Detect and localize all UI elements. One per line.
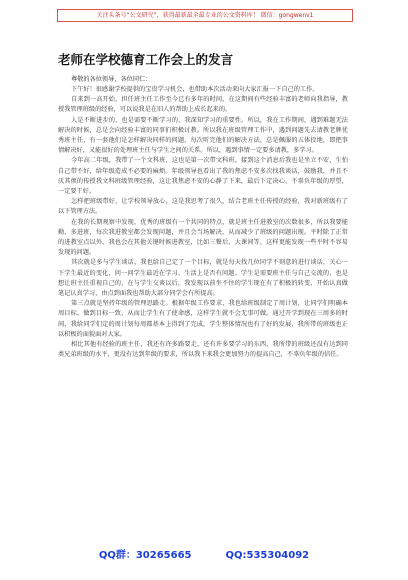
paragraph: 下午好！很感谢学校提供的宝贵学习机会，也借助本次活动来向大家汇报一下自己的工作。 <box>71 86 319 93</box>
paragraph: 怎样把班级带好，让学校领导放心，这是我思考了很久，结合老班主任传授的经验，我对新班级有了以下管理方法。 <box>58 198 348 216</box>
qq-group-number: QQ群：30265665 <box>98 550 192 561</box>
paragraph: 第三点就是坚持年级的管理思路走。根据年级工作要求，我也给班级制定了周计划，让同学们明确本周目标，做到目标一致，从而让学生有了使命感，这样学生就不会无事可做。通过开学到现在三周多的时间，我给同学们定的周计划每周都基本上得到了完成，学生整体情况也有了好的发展，我所带的班级也正以积极的面貌面对大家。 <box>58 300 348 338</box>
contact-footer <box>0 546 408 561</box>
qq-number: QQ:535304092 <box>225 550 310 561</box>
document-title: 老师在学校德育工作会上的发言 <box>58 52 234 67</box>
paragraph: 人是不断进步的，也是需要不断学习的，我深知学习的重要性。所以，我在工作期间，遇到难题无法解决的时候，总是会向经验丰富的同事们积极讨教。所以我在班级管理工作中，遇到问题先去请教老牌优秀班主任，有一套他们是怎样解决同样的问题，每次听完他们的解决方法，总是佩服的五体投地，即把事情解决好，又能很好的处理班主任与学生之间的关系。所以，遇到事情一定要多请教，多学习。 <box>58 116 348 155</box>
paragraph: 相比其他有经验的班主任，我还有许多路要走，还有许多要学习的东西，我所带的班级还没有达到同类兄弟班级的水平，更没有达到年级的要求，所以我下来我会更加努力的提高自己，不辜负年级的信任。 <box>58 341 348 359</box>
document-body <box>58 52 348 360</box>
greeting: 尊敬的各位领导，各位同仁： <box>71 76 152 83</box>
paragraph: 今年高二年级，我带了一个文科班，这也是第一次带文科班。接到这个消息后我也是坐立不安，生怕自己带不好，给年级造成不必要的麻烦。年级领导也看出了我的焦虑不安多次找我谈话，鼓励我，并且不厌其烦的传授我文科班级管理经验，这让我焦虑不安的心静了下来，最后下定决心，不辜负年级的厚望，一定要干好。 <box>58 157 348 196</box>
promo-banner: 关注头条号“公文研究”，获得最新最全最专业的公文资料库！ 微信：gongwenv1 <box>57 9 353 22</box>
paragraph: 其次就是多与学生谈话，我也给自己定了一个目标，就是每天找几位同学不刻意的进行谈话，关心一下学生最近的变化，问一问学生最近在学习、生活上是否有问题。学生是需要班主任与自己交流的，也是想让班主任重视自己的，在与学生交谈以后，我发现以前坐不住的学生现在有了积极的转变，开始认真做笔记认真学习，由点到面我也帮助大部分同学会有所提高。 <box>58 259 348 298</box>
paragraph: 在我的长期观察中发现，优秀的班级有一个共同的特点，就是班主任进教室的次数很多，所以我要能勤，多进班，每次我进教室都会发现问题，并且会当场解决，从而减少了班级的问题出现。平时除了正常的进教室点以外，我也会在其他关键时候进教室，比如三餐后、大课间等，这样更能发现一些平时不容易发现的问题。 <box>58 218 348 257</box>
paragraph: 自来到一高开始，担任班主任工作至今已有多年的时间，在这期间有些经验丰富的老师向我指导，教授我管理班级的经验，可以说我是在旧人的帮助上成长起来的。 <box>58 96 348 114</box>
